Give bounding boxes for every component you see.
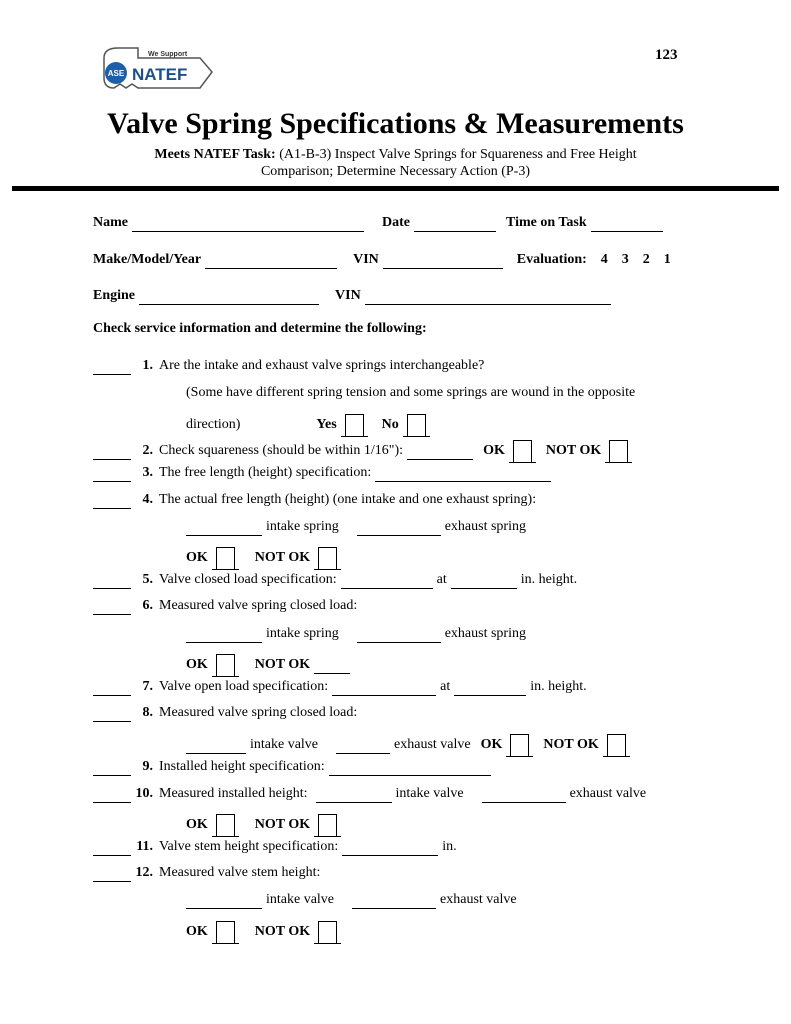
question-text: Measured valve spring closed load: (159, 598, 358, 613)
ok-label: OK (186, 550, 208, 565)
score-field[interactable] (93, 761, 131, 776)
vin2-field[interactable] (365, 290, 611, 305)
not-ok-field[interactable] (314, 659, 350, 674)
eval-4[interactable]: 4 (600, 252, 608, 267)
question-1 (93, 357, 484, 375)
time-on-task-label: Time on Task (506, 215, 587, 230)
score-field[interactable] (93, 867, 131, 882)
make-label: Make/Model/Year (93, 252, 202, 267)
yes-checkbox[interactable] (341, 414, 368, 437)
page-number: 123 (655, 47, 678, 63)
natef-logo (96, 44, 216, 102)
question-8-values (182, 731, 634, 754)
no-label: No (381, 417, 399, 432)
height-field[interactable] (454, 681, 526, 696)
ok-checkbox[interactable] (212, 654, 239, 677)
not-ok-label: NOT OK (543, 737, 599, 752)
ok-checkbox[interactable] (506, 734, 533, 757)
ok-label: OK (186, 924, 208, 939)
vin2-label: VIN (335, 288, 361, 303)
exhaust-field[interactable] (336, 739, 390, 754)
vehicle-row (93, 251, 671, 269)
exhaust-field[interactable] (357, 521, 441, 536)
engine-field[interactable] (139, 290, 319, 305)
score-field[interactable] (93, 600, 131, 615)
score-field[interactable] (93, 681, 131, 696)
score-field[interactable] (93, 574, 131, 589)
divider (12, 186, 779, 191)
question-text: Valve closed load specification: (159, 572, 337, 587)
make-field[interactable] (205, 254, 337, 269)
question-number: 5. (142, 572, 153, 587)
engine-label: Engine (93, 288, 136, 303)
question-number: 11. (136, 839, 153, 854)
svg-text:We Support: We Support (148, 51, 188, 58)
subtitle-line1: (A1-B-3) Inspect Valve Springs for Squareness and Free Height (279, 147, 637, 162)
squareness-field[interactable] (407, 445, 473, 460)
question-number: 8. (142, 705, 153, 720)
question-number: 9. (142, 759, 153, 774)
instructions: Check service information and determine the following: (93, 321, 427, 336)
question-4-values (182, 518, 526, 536)
time-on-task-field[interactable] (591, 217, 663, 232)
page-title: Valve Spring Specifications & Measurements (107, 107, 684, 140)
not-ok-checkbox[interactable] (314, 814, 341, 837)
engine-row (93, 287, 615, 305)
ok-label: OK (483, 443, 505, 458)
not-ok-label: NOT OK (254, 550, 311, 565)
ok-checkbox[interactable] (509, 440, 536, 463)
score-field[interactable] (93, 707, 131, 722)
question-4-result (186, 544, 345, 567)
question-6-result (186, 651, 354, 674)
open-load-field[interactable] (332, 681, 436, 696)
date-label: Date (382, 215, 410, 230)
intake-field[interactable] (186, 628, 262, 643)
question-number: 6. (142, 598, 153, 613)
not-ok-checkbox[interactable] (314, 921, 341, 944)
question-number: 12. (135, 865, 153, 880)
intake-label: intake spring (266, 626, 339, 641)
svg-text:ASE: ASE (107, 69, 125, 78)
score-field[interactable] (93, 467, 131, 482)
unit-label: in. height. (520, 572, 578, 587)
intake-field[interactable] (316, 788, 392, 803)
ok-label: OK (186, 657, 208, 672)
question-9 (93, 758, 495, 776)
intake-field[interactable] (186, 521, 262, 536)
vin-label: VIN (353, 252, 379, 267)
intake-label: intake valve (250, 737, 319, 752)
question-12-result (186, 918, 345, 941)
question-1-note: (Some have different spring tension and some springs are wound in the opposite (186, 385, 636, 400)
ok-checkbox[interactable] (212, 547, 239, 570)
question-6 (93, 597, 357, 615)
question-text: Are the intake and exhaust valve springs interchangeable? (159, 358, 485, 373)
question-7 (93, 678, 587, 696)
question-number: 2. (142, 443, 153, 458)
intake-label: intake spring (266, 519, 339, 534)
exhaust-field[interactable] (482, 788, 566, 803)
stem-height-spec-field[interactable] (342, 841, 438, 856)
question-4 (93, 491, 536, 509)
question-number: 7. (142, 679, 153, 694)
ok-label: OK (480, 737, 503, 752)
not-ok-label: NOT OK (254, 657, 311, 672)
question-10 (93, 785, 646, 803)
ok-checkbox[interactable] (212, 814, 239, 837)
subtitle-line2: Comparison; Determine Necessary Action (P-3) (260, 164, 531, 179)
exhaust-label: exhaust spring (444, 519, 526, 534)
question-number: 10. (135, 786, 153, 801)
question-1-note2: direction) (186, 417, 241, 432)
free-length-spec-field[interactable] (375, 467, 551, 482)
name-label: Name (93, 215, 128, 230)
question-number: 4. (142, 492, 153, 507)
question-2 (93, 437, 636, 460)
question-text: Valve stem height specification: (159, 839, 339, 854)
svg-text:NATEF: NATEF (132, 65, 188, 84)
question-text: Measured installed height: (159, 786, 308, 801)
not-ok-checkbox[interactable] (603, 734, 630, 757)
task-subtitle (0, 146, 791, 180)
not-ok-label: NOT OK (254, 817, 311, 832)
at-label: at (440, 679, 451, 694)
closed-load-field[interactable] (341, 574, 433, 589)
exhaust-field[interactable] (352, 894, 436, 909)
question-text: Check squareness (should be within 1/16"): (159, 443, 404, 458)
height-field[interactable] (451, 574, 517, 589)
score-field[interactable] (93, 788, 131, 803)
exhaust-label: exhaust valve (394, 737, 471, 752)
exhaust-label: exhaust spring (444, 626, 526, 641)
unit-label: in. (442, 839, 457, 854)
exhaust-field[interactable] (357, 628, 441, 643)
subtitle-label: Meets NATEF Task: (154, 147, 276, 162)
question-10-result (186, 811, 345, 834)
eval-2[interactable]: 2 (642, 252, 650, 267)
question-11 (93, 838, 457, 856)
question-text: Valve open load specification: (159, 679, 329, 694)
vin-field[interactable] (383, 254, 503, 269)
yes-label: Yes (316, 417, 337, 432)
score-field[interactable] (93, 445, 131, 460)
unit-label: in. height. (530, 679, 587, 694)
not-ok-label: NOT OK (254, 924, 311, 939)
question-text: The free length (height) specification: (159, 465, 372, 480)
question-3 (93, 464, 555, 482)
question-text: Installed height specification: (159, 759, 325, 774)
not-ok-checkbox[interactable] (314, 547, 341, 570)
score-field[interactable] (93, 841, 131, 856)
intake-field[interactable] (186, 894, 262, 909)
date-field[interactable] (414, 217, 496, 232)
question-number: 1. (142, 358, 153, 373)
installed-height-spec-field[interactable] (329, 761, 491, 776)
at-label: at (436, 572, 447, 587)
score-field[interactable] (93, 494, 131, 509)
eval-1[interactable]: 1 (663, 252, 671, 267)
question-12-values (182, 891, 517, 909)
question-6-values (182, 625, 526, 643)
question-text: Measured valve spring closed load: (159, 705, 358, 720)
intake-label: intake valve (266, 892, 335, 907)
question-5 (93, 571, 577, 589)
question-12 (93, 864, 320, 882)
question-text: Measured valve stem height: (159, 865, 321, 880)
eval-3[interactable]: 3 (621, 252, 629, 267)
score-field[interactable] (93, 360, 131, 375)
name-field[interactable] (132, 217, 364, 232)
name-row (93, 214, 667, 232)
intake-field[interactable] (186, 739, 246, 754)
question-1-answers (186, 411, 434, 434)
ok-checkbox[interactable] (212, 921, 239, 944)
exhaust-label: exhaust valve (569, 786, 647, 801)
ok-label: OK (186, 817, 208, 832)
question-8 (93, 704, 357, 722)
intake-label: intake valve (395, 786, 464, 801)
no-checkbox[interactable] (403, 414, 430, 437)
question-number: 3. (142, 465, 153, 480)
not-ok-label: NOT OK (545, 443, 602, 458)
exhaust-label: exhaust valve (440, 892, 517, 907)
not-ok-checkbox[interactable] (605, 440, 632, 463)
question-text: The actual free length (height) (one intake and one exhaust spring): (159, 492, 537, 507)
evaluation-label: Evaluation: (516, 252, 587, 267)
